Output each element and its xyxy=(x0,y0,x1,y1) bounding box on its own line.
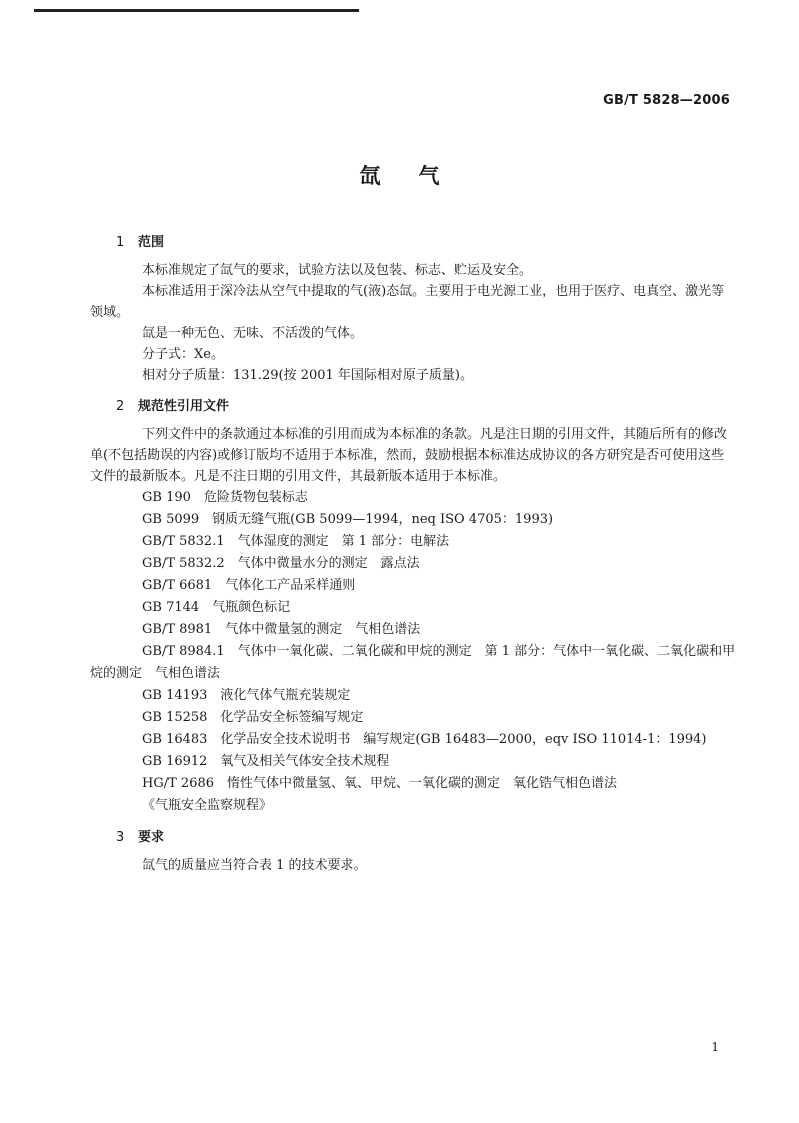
reference-item: GB/T 8984.1 气体中一氧化碳、二氧化碳和甲烷的测定 第 1 部分：气体中一氧化碳、二氧化碳和甲烷的测定 气相色谱法 xyxy=(90,644,736,681)
standard-code: GB/T 5828—2006 xyxy=(603,93,730,108)
reference-item: GB 190 危险货物包装标志 xyxy=(142,490,308,505)
section-title: 要求 xyxy=(138,830,165,845)
reference-item: GB/T 5832.1 气体湿度的测定 第 1 部分：电解法 xyxy=(142,534,450,549)
document-title: 氙气 xyxy=(359,164,478,188)
reference-item: GB/T 8981 气体中微量氢的测定 气相色谱法 xyxy=(142,622,421,637)
document-body xyxy=(90,232,736,876)
paragraph: 本标准适用于深冷法从空气中提取的气(液)态氙。主要用于电光源工业，也用于医疗、电真空、激光等领域。 xyxy=(90,284,725,320)
section-number: 2 xyxy=(116,399,125,414)
reference-item: GB/T 6681 气体化工产品采样通则 xyxy=(142,578,356,593)
section-requirements xyxy=(116,827,736,876)
reference-item: GB 14193 液化气体气瓶充装规定 xyxy=(142,688,351,703)
reference-item: 《气瓶安全监察规程》 xyxy=(142,798,273,813)
section-scope xyxy=(90,232,736,386)
reference-item: GB 5099 钢质无缝气瓶(GB 5099—1994，neq ISO 4705：1993) xyxy=(142,512,554,527)
paragraph: 本标准规定了氙气的要求，试验方法以及包装、标志、贮运及安全。 xyxy=(142,263,533,278)
section-heading xyxy=(116,232,736,253)
section-normative-references xyxy=(90,396,736,817)
reference-item: GB 7144 气瓶颜色标记 xyxy=(142,600,291,615)
reference-list xyxy=(90,487,736,817)
section-number: 1 xyxy=(116,235,125,250)
reference-item: HG/T 2686 惰性气体中微量氢、氧、甲烷、一氧化碳的测定 氧化锆气相色谱法 xyxy=(142,776,617,791)
reference-item: GB 15258 化学品安全标签编写规定 xyxy=(142,710,364,725)
paragraph: 氙是一种无色、无味、不活泼的气体。 xyxy=(142,326,364,341)
reference-item: GB 16912 氧气及相关气体安全技术规程 xyxy=(142,754,390,769)
section-title: 范围 xyxy=(138,235,165,250)
paragraph: 氙气的质量应当符合表 1 的技术要求。 xyxy=(142,858,367,873)
reference-item: GB/T 5832.2 气体中微量水分的测定 露点法 xyxy=(142,556,420,571)
section-heading xyxy=(116,396,736,417)
page-number: 1 xyxy=(711,1040,719,1054)
section-intro: 下列文件中的条款通过本标准的引用而成为本标准的条款。凡是注日期的引用文件，其随后所有的修改单(不包括勘误的内容)或修订版均不适用于本标准，然而，鼓励根据本标准达成协议的各方研究是否可使用这些文件的最新版本。凡是不注日期的引用文件，其最新版本适用于本标准。 xyxy=(90,427,728,484)
reference-item: GB 16483 化学品安全技术说明书 编写规定(GB 16483—2000，eqv ISO 11014-1：1994) xyxy=(142,732,707,747)
section-heading xyxy=(116,827,736,848)
section-number: 3 xyxy=(116,830,125,845)
header-rule xyxy=(34,9,359,12)
paragraph: 分子式：Xe。 xyxy=(142,347,224,362)
paragraph: 相对分子质量：131.29(按 2001 年国际相对原子质量)。 xyxy=(142,368,473,383)
section-title: 规范性引用文件 xyxy=(138,399,230,414)
